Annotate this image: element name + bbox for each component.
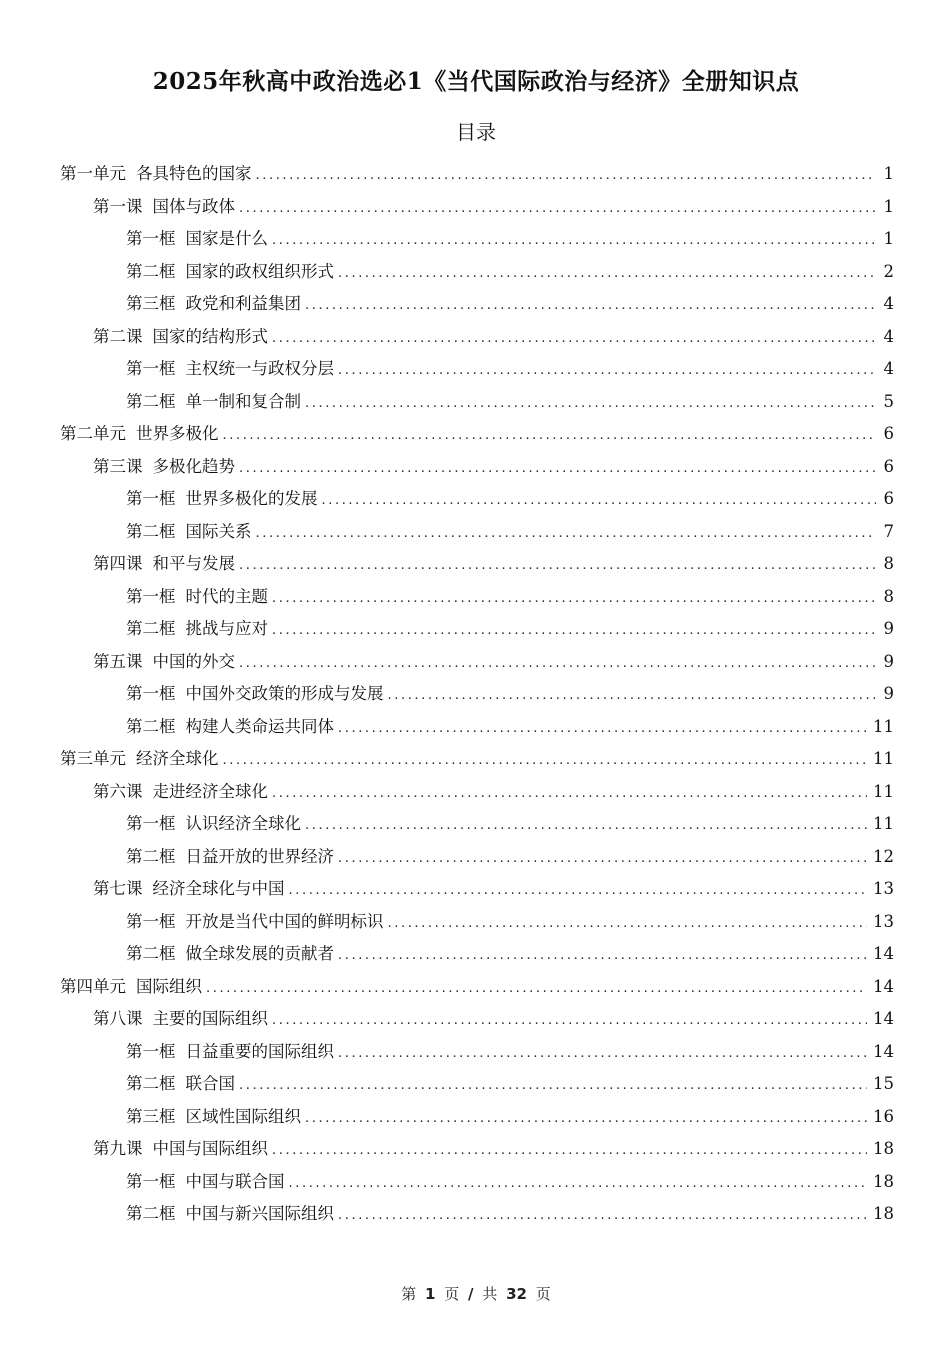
toc-entry-prefix: 第二课 [93, 326, 143, 346]
toc-entry-page: 9 [883, 684, 894, 703]
toc-entry-page: 14 [873, 1041, 894, 1061]
toc-dot-leader [239, 1070, 867, 1103]
toc-entry-prefix: 第三框 [126, 1106, 176, 1126]
toc-entry[interactable] [60, 678, 894, 711]
toc-entry-page: 1 [883, 196, 894, 216]
footer-page-word: 第 [401, 1285, 417, 1303]
toc-entry-page: 16 [873, 1106, 894, 1126]
toc-entry-prefix: 第二框 [126, 261, 176, 281]
toc-entry-label [126, 288, 301, 321]
toc-entry-title: 中国与联合国 [185, 1171, 285, 1191]
table-of-contents [60, 158, 894, 1231]
toc-dot-leader [256, 160, 877, 193]
toc-entry[interactable] [60, 191, 894, 224]
toc-entry-prefix: 第五课 [93, 651, 143, 671]
toc-dot-leader [305, 1103, 867, 1136]
toc-entry[interactable] [60, 1003, 894, 1036]
toc-entry-title: 开放是当代中国的鲜明标识 [185, 911, 384, 931]
toc-entry-page: 4 [883, 326, 894, 346]
toc-entry[interactable] [60, 906, 894, 939]
toc-dot-leader [338, 940, 867, 973]
toc-entry-label [126, 1101, 301, 1134]
toc-entry-page: 6 [883, 424, 894, 443]
toc-entry-title: 日益开放的世界经济 [185, 846, 334, 866]
toc-dot-leader [223, 745, 868, 778]
toc-entry-prefix: 第二框 [126, 1074, 176, 1093]
toc-entry[interactable] [60, 288, 894, 321]
toc-entry-label [126, 808, 301, 841]
toc-entry[interactable] [60, 808, 894, 841]
toc-entry-title: 国家的结构形式 [152, 326, 268, 346]
toc-entry[interactable] [60, 1068, 894, 1101]
toc-dot-leader [223, 420, 877, 453]
toc-entry-title: 各具特色的国家 [136, 164, 252, 183]
footer-total-word-post: 页 [535, 1285, 551, 1303]
toc-entry-title: 多极化趋势 [152, 456, 235, 476]
toc-dot-leader [322, 485, 877, 518]
toc-entry-prefix: 第二框 [126, 619, 176, 638]
toc-dot-leader [272, 615, 876, 648]
toc-dot-leader [272, 1135, 867, 1168]
toc-entry[interactable] [60, 1198, 894, 1231]
toc-entry-page: 6 [883, 456, 894, 476]
toc-entry-title: 中国外交政策的形成与发展 [185, 684, 384, 703]
toc-dot-leader [272, 225, 876, 258]
toc-entry[interactable] [60, 1101, 894, 1134]
toc-entry-prefix: 第二框 [126, 944, 176, 963]
toc-entry-page: 13 [873, 911, 894, 931]
toc-dot-leader [305, 388, 876, 421]
toc-entry-prefix: 第六课 [93, 781, 143, 801]
toc-entry-label [93, 321, 268, 354]
toc-entry-title: 世界多极化 [136, 424, 219, 443]
toc-dot-leader [256, 518, 877, 551]
toc-entry[interactable] [60, 451, 894, 484]
toc-entry-prefix: 第七课 [93, 879, 143, 898]
toc-entry[interactable] [60, 776, 894, 809]
document-title: 2025年秋高中政治选必1《当代国际政治与经济》全册知识点 [152, 68, 800, 95]
toc-dot-leader [338, 1038, 867, 1071]
toc-dot-leader [305, 290, 876, 323]
toc-dot-leader [338, 1200, 867, 1233]
toc-entry-prefix: 第三单元 [60, 749, 126, 768]
toc-entry-prefix: 第一框 [126, 229, 176, 248]
toc-entry-page: 4 [883, 294, 894, 313]
toc-dot-leader [338, 713, 867, 746]
toc-entry-title: 联合国 [185, 1074, 235, 1093]
toc-entry-title: 认识经济全球化 [185, 814, 301, 833]
toc-entry-title: 主要的国际组织 [152, 1009, 268, 1028]
toc-entry-prefix: 第四单元 [60, 976, 126, 996]
toc-entry-label [93, 191, 235, 224]
toc-dot-leader [272, 323, 876, 356]
toc-entry[interactable] [60, 971, 894, 1004]
footer-total-pages: 32 [506, 1285, 527, 1303]
toc-dot-leader [272, 1005, 867, 1038]
toc-entry-title: 走进经济全球化 [152, 781, 268, 801]
toc-entry[interactable] [60, 581, 894, 614]
toc-entry-title: 做全球发展的贡献者 [185, 944, 334, 963]
toc-entry-page: 14 [873, 976, 894, 996]
toc-entry-title: 政党和利益集团 [185, 294, 301, 313]
toc-entry-prefix: 第三框 [126, 294, 176, 313]
toc-entry-page: 15 [873, 1074, 894, 1093]
toc-entry-label [93, 776, 268, 809]
toc-entry[interactable] [60, 938, 894, 971]
toc-entry-label [126, 256, 334, 289]
toc-entry-prefix: 第二框 [126, 391, 176, 411]
toc-entry[interactable] [60, 1133, 894, 1166]
toc-entry-label [126, 353, 334, 386]
toc-entry-title: 主权统一与政权分层 [185, 359, 334, 378]
toc-entry-title: 国家的政权组织形式 [185, 261, 334, 281]
toc-entry-label [126, 678, 384, 711]
toc-entry[interactable] [60, 873, 894, 906]
toc-entry-title: 单一制和复合制 [185, 391, 301, 411]
toc-entry-title: 和平与发展 [152, 554, 235, 573]
toc-entry-label [126, 938, 334, 971]
toc-entry-label [60, 971, 202, 1004]
footer-page-word-post: 页 [444, 1285, 460, 1303]
toc-entry[interactable] [60, 516, 894, 549]
toc-entry-page: 8 [883, 554, 894, 573]
footer-current-page: 1 [425, 1285, 436, 1303]
toc-entry-prefix: 第二框 [126, 716, 176, 736]
toc-entry-page: 18 [873, 1171, 894, 1191]
toc-entry-page: 11 [873, 781, 894, 801]
toc-entry-page: 14 [873, 1009, 894, 1028]
toc-dot-leader [388, 908, 868, 941]
toc-entry-label [126, 613, 268, 646]
toc-entry-page: 12 [873, 846, 894, 866]
toc-entry-label [93, 873, 285, 906]
toc-entry-label [126, 386, 301, 419]
toc-entry-page: 18 [873, 1139, 894, 1158]
toc-entry-page: 11 [873, 814, 894, 833]
toc-entry-label [93, 646, 235, 679]
toc-entry-prefix: 第二框 [126, 846, 176, 866]
toc-entry[interactable] [60, 386, 894, 419]
toc-entry-label [126, 1198, 334, 1231]
toc-entry-page: 11 [873, 716, 894, 736]
toc-entry-prefix: 第一框 [126, 814, 176, 833]
toc-entry-label [126, 1166, 285, 1199]
toc-entry-prefix: 第一框 [126, 1171, 176, 1191]
toc-entry[interactable] [60, 321, 894, 354]
toc-entry-page: 9 [883, 651, 894, 671]
toc-entry-label [126, 483, 318, 516]
toc-dot-leader [272, 583, 876, 616]
toc-entry-page: 1 [883, 229, 894, 248]
toc-entry-page: 2 [883, 261, 894, 281]
toc-entry-title: 中国与国际组织 [152, 1139, 268, 1158]
toc-entry-prefix: 第一单元 [60, 164, 126, 183]
toc-dot-leader [289, 1168, 868, 1201]
toc-dot-leader [272, 778, 867, 811]
toc-entry-prefix: 第二单元 [60, 424, 126, 443]
toc-entry-page: 6 [883, 489, 894, 508]
toc-entry-prefix: 第一课 [93, 196, 143, 216]
toc-entry-prefix: 第二框 [126, 1204, 176, 1223]
toc-entry-title: 国际关系 [185, 521, 252, 541]
toc-entry[interactable] [60, 353, 894, 386]
toc-heading: 目录 [456, 120, 496, 144]
toc-entry-label [93, 1133, 268, 1166]
toc-entry-prefix: 第三课 [93, 456, 143, 476]
toc-entry-page: 7 [883, 521, 894, 541]
toc-entry-label [126, 906, 384, 939]
toc-entry-title: 中国的外交 [152, 651, 235, 671]
toc-entry-prefix: 第二框 [126, 521, 176, 541]
toc-entry-page: 18 [873, 1204, 894, 1223]
toc-dot-leader [338, 355, 876, 388]
toc-entry-label [60, 743, 219, 776]
page-footer [0, 1282, 952, 1306]
toc-entry-page: 9 [883, 619, 894, 638]
toc-entry-label [93, 548, 235, 581]
toc-entry[interactable] [60, 613, 894, 646]
toc-entry-title: 国际组织 [136, 976, 202, 996]
toc-entry[interactable] [60, 548, 894, 581]
toc-entry-title: 中国与新兴国际组织 [185, 1204, 334, 1223]
toc-entry-title: 日益重要的国际组织 [185, 1041, 334, 1061]
toc-entry-label [126, 1036, 334, 1069]
toc-entry[interactable] [60, 223, 894, 256]
toc-entry[interactable] [60, 841, 894, 874]
toc-dot-leader [239, 193, 876, 226]
toc-entry-prefix: 第一框 [126, 586, 176, 606]
toc-entry-prefix: 第八课 [93, 1009, 143, 1028]
toc-dot-leader [338, 843, 867, 876]
toc-entry[interactable] [60, 646, 894, 679]
toc-entry-page: 5 [883, 391, 894, 411]
toc-entry-label [126, 711, 334, 744]
toc-entry-prefix: 第一框 [126, 489, 176, 508]
toc-entry-page: 1 [883, 164, 894, 183]
toc-entry[interactable] [60, 1166, 894, 1199]
toc-entry-page: 11 [873, 749, 894, 768]
toc-entry-prefix: 第九课 [93, 1139, 143, 1158]
toc-entry-page: 13 [873, 879, 894, 898]
toc-entry-page: 14 [873, 944, 894, 963]
toc-entry-title: 挑战与应对 [185, 619, 268, 638]
toc-entry-title: 经济全球化与中国 [152, 879, 285, 898]
toc-entry[interactable] [60, 483, 894, 516]
toc-entry-title: 国体与政体 [152, 196, 235, 216]
toc-entry-title: 构建人类命运共同体 [185, 716, 334, 736]
toc-dot-leader [239, 550, 876, 583]
toc-dot-leader [388, 680, 877, 713]
toc-dot-leader [239, 648, 876, 681]
toc-dot-leader [239, 453, 876, 486]
toc-entry[interactable] [60, 158, 894, 191]
toc-entry-prefix: 第四课 [93, 554, 143, 573]
toc-dot-leader [305, 810, 867, 843]
footer-slash: / [468, 1285, 474, 1303]
toc-dot-leader [206, 973, 867, 1006]
toc-entry-title: 世界多极化的发展 [185, 489, 318, 508]
toc-dot-leader [289, 875, 868, 908]
toc-entry-title: 时代的主题 [185, 586, 268, 606]
toc-entry-label [60, 418, 219, 451]
toc-entry-title: 经济全球化 [136, 749, 219, 768]
toc-entry-label [60, 158, 252, 191]
toc-entry[interactable] [60, 743, 894, 776]
toc-entry[interactable] [60, 256, 894, 289]
toc-entry-title: 区域性国际组织 [185, 1106, 301, 1126]
toc-entry-page: 4 [883, 359, 894, 378]
toc-entry-prefix: 第一框 [126, 1041, 176, 1061]
toc-entry-title: 国家是什么 [185, 229, 268, 248]
toc-entry-label [93, 1003, 268, 1036]
toc-entry-page: 8 [883, 586, 894, 606]
footer-total-word: 共 [482, 1285, 498, 1303]
toc-entry-label [126, 516, 252, 549]
toc-entry-label [93, 451, 235, 484]
toc-entry-prefix: 第一框 [126, 359, 176, 378]
toc-entry-label [126, 223, 268, 256]
toc-entry[interactable] [60, 1036, 894, 1069]
toc-entry-prefix: 第一框 [126, 911, 176, 931]
toc-entry-prefix: 第一框 [126, 684, 176, 703]
toc-dot-leader [338, 258, 876, 291]
toc-entry-label [126, 841, 334, 874]
toc-entry-label [126, 581, 268, 614]
toc-entry[interactable] [60, 418, 894, 451]
toc-entry[interactable] [60, 711, 894, 744]
toc-entry-label [126, 1068, 235, 1101]
